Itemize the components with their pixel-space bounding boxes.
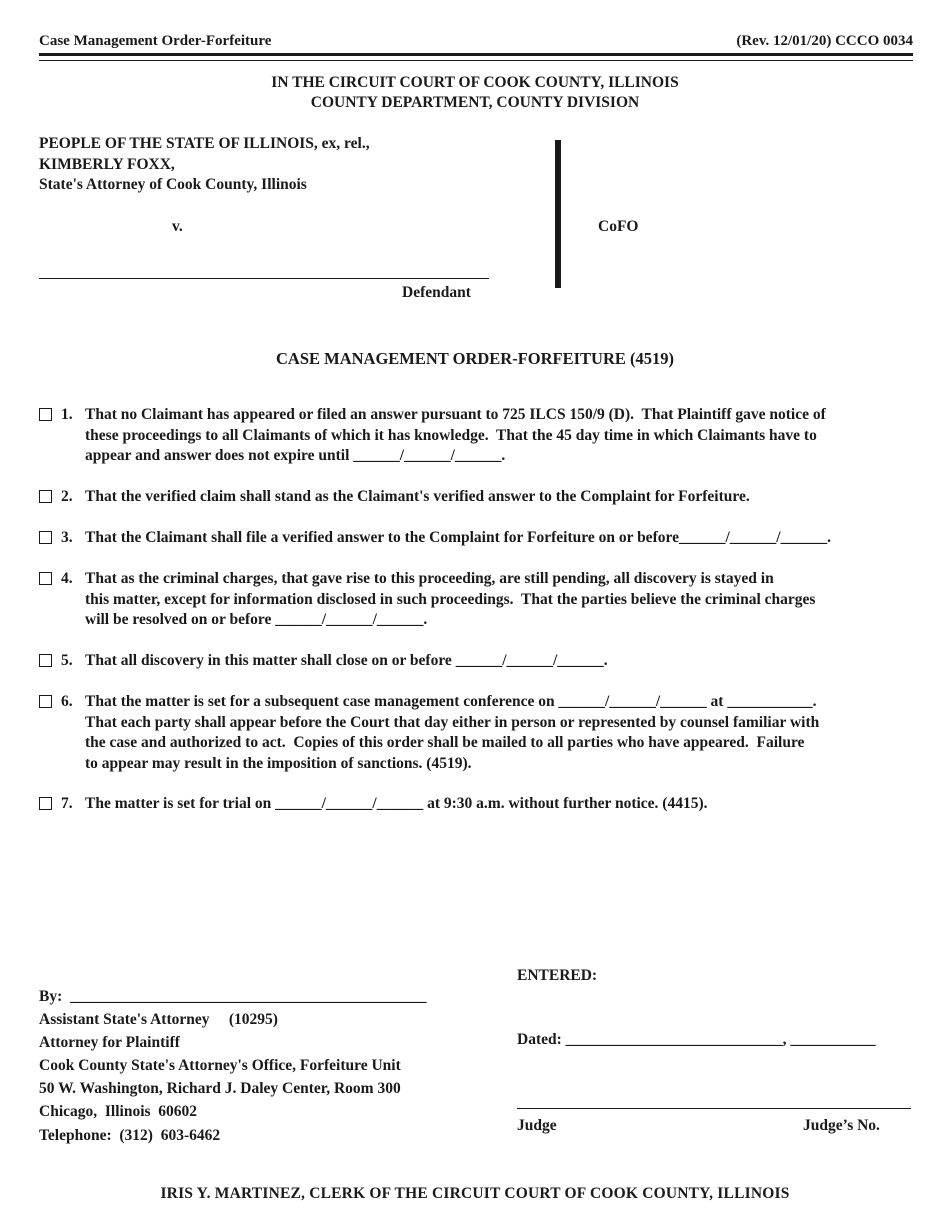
- order-item: [39, 794, 919, 815]
- item-checkbox[interactable]: [39, 572, 52, 585]
- item-number: 3.: [61, 529, 73, 546]
- court-name: IN THE CIRCUIT COURT OF COOK COUNTY, ILLINOIS: [271, 74, 679, 91]
- judge-number-label: Judge’s No.: [803, 1117, 880, 1134]
- item-text-line: The matter is set for trial on ______/______/______ at 9:30 a.m. without further notice. (4415).: [85, 795, 708, 812]
- item-text-line: That all discovery in this matter shall close on or before ______/______/______.: [85, 652, 608, 669]
- item-checkbox[interactable]: [39, 695, 52, 708]
- item-text-line: That the Claimant shall file a verified answer to the Complaint for Forfeiture on or before______/______/______.: [85, 529, 831, 546]
- item-checkbox[interactable]: [39, 654, 52, 667]
- item-text-line: That the verified claim shall stand as the Claimant's verified answer to the Complaint for Forfeiture.: [85, 488, 750, 505]
- item-number: 5.: [61, 652, 73, 669]
- item-text-line: will be resolved on or before ______/______/______.: [85, 611, 428, 628]
- order-item: [39, 651, 919, 672]
- order-item: [39, 405, 919, 467]
- item-number: 6.: [61, 693, 73, 710]
- item-text-line: this matter, except for information disclosed in such proceedings. That the parties believe the criminal charges: [85, 590, 816, 608]
- court-division: COUNTY DEPARTMENT, COUNTY DIVISION: [310, 94, 640, 111]
- item-text-line: appear and answer does not expire until ______/______/______.: [85, 447, 506, 464]
- attorney-address: 50 W. Washington, Richard J. Daley Center, Room 300: [39, 1080, 401, 1097]
- order-item: [39, 487, 919, 508]
- defendant-name-field[interactable]: [39, 278, 489, 279]
- header-rule-thin: [39, 60, 913, 61]
- attorney-office: Cook County State's Attorney's Office, Forfeiture Unit: [39, 1057, 401, 1074]
- order-item: [39, 692, 919, 775]
- judge-signature-line[interactable]: [517, 1108, 911, 1109]
- caption-divider: [555, 140, 561, 288]
- item-text-line: these proceedings to all Claimants of which it has knowledge. That the 45 day time in which Claimants have to: [85, 426, 817, 444]
- item-text-line: That as the criminal charges, that gave rise to this proceeding, are still pending, all discovery is stayed in: [85, 570, 774, 587]
- item-checkbox[interactable]: [39, 797, 52, 810]
- versus-label: v.: [172, 218, 183, 235]
- attorney-title: Assistant State's Attorney (10295): [39, 1011, 278, 1028]
- order-item: [39, 528, 919, 549]
- plaintiff-line-1: PEOPLE OF THE STATE OF ILLINOIS, ex, rel.,: [39, 135, 370, 152]
- attorney-phone: Telephone: (312) 603-6462: [39, 1127, 221, 1144]
- form-revision: (Rev. 12/01/20) CCCO 0034: [736, 33, 913, 49]
- item-checkbox[interactable]: [39, 490, 52, 503]
- item-checkbox[interactable]: [39, 531, 52, 544]
- item-text-line: That no Claimant has appeared or filed an answer pursuant to 725 ILCS 150/9 (D). That Plaintiff gave notice of: [85, 406, 826, 423]
- item-number: 2.: [61, 488, 73, 505]
- item-number: 7.: [61, 795, 73, 812]
- item-text-line: That the matter is set for a subsequent case management conference on ______/______/______ at ___________.: [85, 693, 817, 710]
- defendant-label: Defendant: [402, 284, 471, 301]
- item-text-line: to appear may result in the imposition of sanctions. (4519).: [85, 754, 472, 772]
- case-type-label: CoFO: [598, 218, 639, 235]
- entered-label: ENTERED:: [517, 967, 598, 984]
- item-checkbox[interactable]: [39, 408, 52, 421]
- attorney-role: Attorney for Plaintiff: [39, 1034, 180, 1051]
- form-title: Case Management Order-Forfeiture: [39, 33, 272, 49]
- attorney-signature-line[interactable]: By: ______________________________________________: [39, 988, 427, 1005]
- plaintiff-line-3: State's Attorney of Cook County, Illinois: [39, 176, 307, 193]
- plaintiff-line-2: KIMBERLY FOXX,: [39, 156, 175, 173]
- item-number: 1.: [61, 406, 73, 423]
- attorney-city: Chicago, Illinois 60602: [39, 1103, 198, 1120]
- header-rule-thick: [39, 53, 913, 56]
- item-text-line: That each party shall appear before the Court that day either in person or represented by counsel familiar with: [85, 713, 820, 731]
- order-title: CASE MANAGEMENT ORDER-FORFEITURE (4519): [276, 349, 674, 368]
- dated-field[interactable]: Dated: ____________________________, ___________: [517, 1031, 876, 1048]
- item-number: 4.: [61, 570, 73, 587]
- item-text-line: the case and authorized to act. Copies of this order shall be mailed to all parties who have appeared. Failure: [85, 734, 805, 751]
- clerk-footer: IRIS Y. MARTINEZ, CLERK OF THE CIRCUIT COURT OF COOK COUNTY, ILLINOIS: [160, 1185, 790, 1202]
- order-item: [39, 569, 919, 631]
- judge-label: Judge: [517, 1117, 557, 1134]
